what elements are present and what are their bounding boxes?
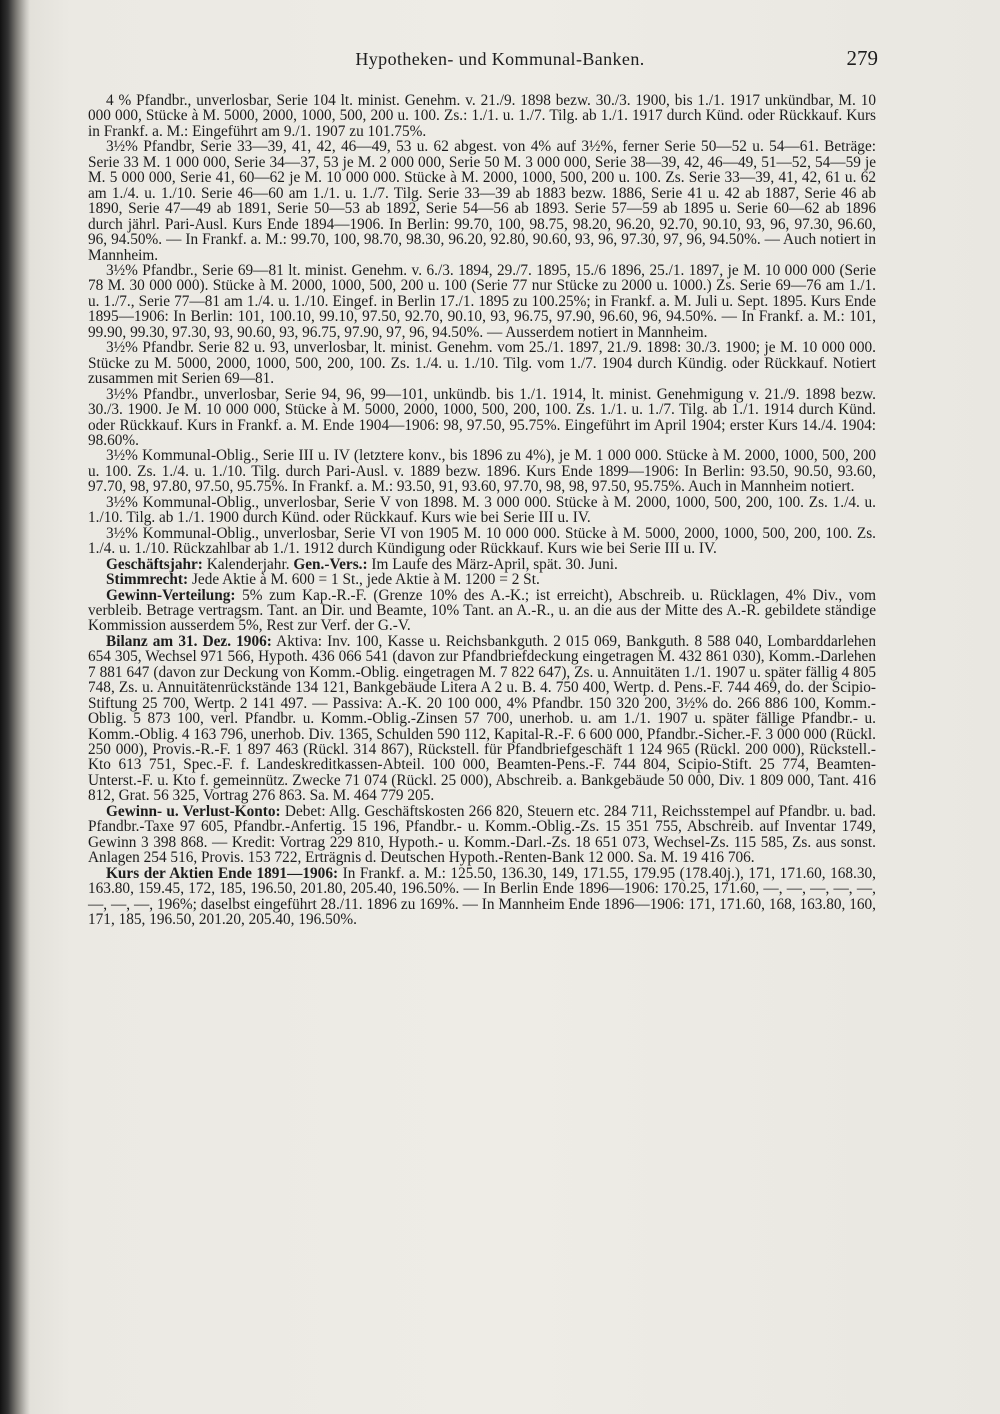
paragraph-kommunal-oblig-serie-5: 3½% Kommunal-Oblig., unverlosbar, Serie V von 1898. M. 3 000 000. Stücke à M. 2000, 1000, 500, 200, 100. Zs. 1./4. u. 1./10. Tilg. ab 1./1. 1900 durch Künd. oder Rückkauf. Kurs wie bei Serie III u. IV. xyxy=(88,493,876,527)
paragraph-kommunal-oblig-serie-6: 3½% Kommunal-Oblig., unverlosbar, Serie VI von 1905 M. 10 000 000. Stücke à M. 5000, 2000, 1000, 500, 200, 100. Zs. 1./4. u. 1./10. Rückzahlbar ab 1./1. 1912 durch Kündigung oder Rückkauf. Kurs wie bei Serie III u. IV. xyxy=(88,524,876,558)
book-binding-edge xyxy=(0,0,30,1414)
heading-label: Gewinn- u. Verlust-Konto: xyxy=(106,802,281,820)
heading-label: Geschäftsjahr: xyxy=(106,555,203,573)
section-text: Kalenderjahr. xyxy=(206,555,290,573)
section-stimmrecht xyxy=(88,572,876,587)
section-text: Aktiva: Inv. 100, Kasse u. Reichsbankguth. 2 015 069, Bankguth. 8 588 040, Lombarddarlehen 654 305, Wechsel 971 566, Hypoth. 436 066 541 (davon zur Pfandbriefdeckung eingetragen M. 432 861 030), Komm.-Darlehen 7 881 647 (davon zur Deckung von Komm.-Oblig. eingetragen M. 7 822 647), Zs. u. Annuitäten 1./1. 1907 u. später fällig 4 805 748, Zs. u. Annuitätenrückstände 134 121, Bankgebäude Litera A 2 u. B. 4. 750 400, Wertp. d. Pens.-F. 744 469, do. der Scipio-Stiftung 25 700, Wertp. 2 141 497. — Passiva: A.-K. 20 100 000, 4% Pfandbr. 150 320 200, 3½% do. 266 886 100, Komm.-Oblig. 5 873 100, verl. Pfandbr. u. Komm.-Oblig.-Zinsen 57 700, unerhob. u. am 1./1. 1907 u. später fällige Pfandbr.- u. Komm.-Oblig. 4 163 796, unerhob. Div. 1365, Schulden 590 112, Kapital-R.-F. 6 600 000, Pfandbr.-Sicher.-F. 3 000 000 (Rückl. 250 000), Provis.-R.-F. 1 897 463 (Rückl. 314 867), Rückstell. für Pfandbriefgeschäft 1 124 965 (Rückl. 200 000), Rückstell.-Kto 613 751, Spec.-F. f. Landeskreditkassen-Abteil. 100 000, Beamten-Pens.-F. 744 804, Scipio-Stift. 25 774, Beamten-Unterst.-F. u. Kto f. gemeinnütz. Zwecke 71 074 (Rückl. 25 000), Abschreib. a. Bankgebäude 50 000, Div. 1 809 000, Tant. 416 812, Grat. 56 325, Vortrag 276 863. Sa. M. 464 779 205. xyxy=(88,632,876,805)
heading-label-2: Gen.-Vers.: xyxy=(293,555,368,573)
section-bilanz xyxy=(88,634,876,804)
section-text: 5% zum Kap.-R.-F. (Grenze 10% des A.-K.; ist erreicht), Abschreib. u. Rücklagen, 4% Div., vom verbleib. Betrage vertragsm. Tant. an Dir. und Beamte, 10% Tant. an A.-R., u. an die aus der Mitte des A.-R. gebildete ständige Kommission ausserdem 5%, Rest zur Verf. der G.-V. xyxy=(88,586,876,635)
paragraph-pfandbr-serie-69-81: 3½% Pfandbr., Serie 69—81 lt. minist. Genehm. v. 6./3. 1894, 29./7. 1895, 15./6 1896, 25./1. 1897, je M. 10 000 000 (Serie 78 M. 30 000 000). Stücke à M. 2000, 1000, 500, 200 u. 100 (Serie 77 nur Stücke zu 2000 u. 1000.) Zs. Serie 69—76 am 1./1. u. 1./7., Serie 77—81 am 1./4. u. 1./10. Eingef. in Berlin 17./1. 1895 zu 100.25%; in Frankf. a. M. Juli u. Sept. 1895. Kurs Ende 1895—1906: In Berlin: 101, 100.10, 99.10, 97.50, 92.70, 90.10, 93, 96.75, 97.90, 96.60, 96, 94.50%. — In Frankf. a. M.: 101, 99.90, 99.30, 97.30, 93, 90.60, 93, 96.75, 97.90, 97, 96, 94.50%. — Ausserdem notiert in Mannheim. xyxy=(88,261,876,341)
section-gewinn-verlust-konto xyxy=(88,804,876,866)
running-header: Hypotheken- und Kommunal-Banken. xyxy=(355,49,645,69)
section-text: Debet: Allg. Geschäftskosten 266 820, Steuern etc. 284 711, Reichsstempel auf Pfandbr. u. bad. Pfandbr.-Taxe 97 605, Pfandbr.-Anfertig. 15 196, Pfandbr.- u. Komm.-Oblig.-Zs. 15 351 755, Abschreib. auf Inventar 1749, Gewinn 3 398 868. — Kredit: Vortrag 229 810, Hypoth.- u. Komm.-Darl.-Zs. 18 651 073, Wechsel-Zs. 115 585, Zs. aus sonst. Anlagen 254 516, Provis. 153 722, Erträgnis d. Deutschen Hypoth.-Renten-Bank 12 000. Sa. M. 19 416 706. xyxy=(88,802,876,867)
heading-label: Bilanz am 31. Dez. 1906: xyxy=(106,632,272,650)
paragraph-pfandbr-serie-94-101: 3½% Pfandbr., unverlosbar, Serie 94, 96, 99—101, unkündb. bis 1./1. 1914, lt. minist. Genehmigung v. 21./9. 1898 bezw. 30./3. 1900. Je M. 10 000 000, Stücke à M. 5000, 2000, 1000, 500, 200, 100. Zs. 1./1. u. 1./7. Tilg. ab 1./1. 1914 durch Künd. oder Rückkauf. Kurs in Frankf. a. M. Ende 1904—1906: 98, 97.50, 95.75%. Eingeführt im April 1904; erster Kurs 14./4. 1904: 98.60%. xyxy=(88,385,876,449)
heading-label: Kurs der Aktien Ende 1891—1906: xyxy=(106,864,339,882)
page-number: 279 xyxy=(846,46,878,70)
paragraph-pfandbr-serie-82-93: 3½% Pfandbr. Serie 82 u. 93, unverlosbar, lt. minist. Genehm. vom 25./1. 1897, 21./9. 1898: 30./3. 1900; je M. 10 000 000. Stücke zu M. 5000, 2000, 1000, 500, 200, 100. Zs. 1./4. u. 1./10. Tilg. vom 1./7. 1904 durch Kündig. oder Rückkauf. Notiert zusammen mit Serien 69—81. xyxy=(88,339,876,388)
section-text: Jede Aktie à M. 600 = 1 St., jede Aktie à M. 1200 = 2 St. xyxy=(191,571,540,589)
section-kurs-der-aktien xyxy=(88,866,876,928)
paragraph-kommunal-oblig-serie-3-4: 3½% Kommunal-Oblig., Serie III u. IV (letztere konv., bis 1896 zu 4%), je M. 1 000 000. Stücke à M. 2000, 1000, 500, 200 u. 100. Zs. 1./4. u. 1./10. Tilg. durch Pari-Ausl. v. 1889 bezw. 1896. Kurs Ende 1899—1906: In Berlin: 93.50, 90.50, 93.60, 97.70, 98, 97.80, 97.50, 95.75%. In Frankf. a. M.: 93.50, 91, 93.60, 97.70, 98, 98, 97.50, 95.75%. Auch in Mannheim notiert. xyxy=(88,447,876,496)
page-body xyxy=(88,93,876,927)
paragraph-pfandbr-serie-33-62: 3½% Pfandbr, Serie 33—39, 41, 42, 46—49, 53 u. 62 abgest. von 4% auf 3½%, ferner Serie 50—52 u. 54—61. Beträge: Serie 33 M. 1 000 000, Serie 34—37, 53 je M. 2 000 000, Serie 50 M. 3 000 000, Serie 38—39, 42, 46—49, 51—52, 54—59 je M. 5 000 000, Serie 41, 60—62 je M. 10 000 000. Stücke à M. 2000, 1000, 500, 200 u. 100. Zs. Serie 33—39, 41, 42, 61 u. 62 am 1./4. u. 1./10. Serie 46—60 am 1./1. u. 1./7. Tilg. Serie 33—39 ab 1883 bezw. 1886, Serie 41 u. 42 ab 1887, Serie 46 ab 1890, Serie 47—49 ab 1891, Serie 50—53 ab 1892, Serie 54—56 ab 1893. Serie 57—59 ab 1895 u. Serie 60—62 ab 1896 durch jährl. Pari-Ausl. Kurs Ende 1894—1906. In Berlin: 99.70, 100, 98.75, 98.20, 96.20, 92.70, 90.10, 93, 96, 97.30, 96.60, 96, 94.50%. — In Frankf. a. M.: 99.70, 100, 98.70, 98.30, 96.20, 92.80, 90.60, 93, 96, 97.30, 97, 96, 94.50%. — Auch notiert in Mannheim. xyxy=(88,138,876,264)
heading-label: Stimmrecht: xyxy=(106,571,189,589)
paragraph-pfandbr-4pct-serie-104: 4 % Pfandbr., unverlosbar, Serie 104 lt. minist. Genehm. v. 21./9. 1898 bezw. 30./3. 1900, bis 1./1. 1917 unkündbar, M. 10 000 000, Stücke à M. 5000, 2000, 1000, 500, 200 u. 100. Zs.: 1./1. u. 1./7. Tilg. ab 1./1. 1917 durch Künd. oder Rückkauf. Kurs in Frankf. a. M.: Eingeführt am 9./1. 1907 zu 101.75%. xyxy=(88,92,876,140)
heading-label: Gewinn-Verteilung: xyxy=(106,586,236,604)
section-text-2: Im Laufe des März-April, spät. 30. Juni. xyxy=(371,555,618,573)
section-gewinn-verteilung xyxy=(88,588,876,634)
section-text: In Frankf. a. M.: 125.50, 136.30, 149, 171.55, 179.95 (178.40j.), 171, 171.60, 168.30, 163.80, 159.45, 172, 185, 196.50, 201.80, 205.40, 196.50%. — In Berlin Ende 1896—1906: 170.25, 171.60, —, —, —, —, —, —, —, —, 196%; daselbst eingeführt 28./11. 1896 zu 169%. — In Mannheim Ende 1896—1906: 171, 171.60, 168, 163.80, 160, 171, 185, 196.50, 201.20, 205.40, 196.50%. xyxy=(88,864,876,929)
section-geschaeftsjahr xyxy=(88,557,876,572)
